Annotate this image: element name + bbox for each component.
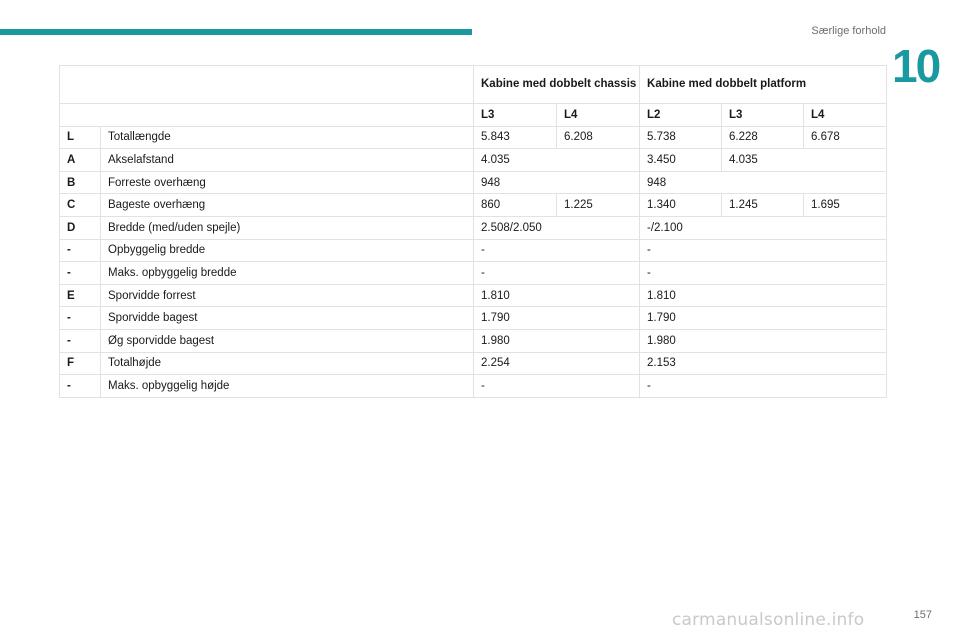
- group-header-row: [60, 66, 887, 104]
- page-number: 157: [913, 609, 932, 621]
- table-row: [60, 307, 887, 330]
- sub-header-row: [60, 104, 887, 127]
- value-cell: -: [474, 262, 640, 285]
- table-row: [60, 126, 887, 149]
- value-cell: 948: [474, 171, 640, 194]
- value-cell: 1.790: [474, 307, 640, 330]
- table-row: [60, 239, 887, 262]
- row-code: -: [60, 262, 101, 285]
- group-header-platform: Kabine med dobbelt platform: [640, 66, 887, 104]
- row-label: Maks. opbyggelig bredde: [101, 262, 474, 285]
- value-cell: 1.790: [640, 307, 887, 330]
- value-cell: -/2.100: [640, 216, 887, 239]
- value-cell: 1.695: [804, 194, 887, 217]
- row-code: C: [60, 194, 101, 217]
- table-row: [60, 352, 887, 375]
- group-header-chassis: Kabine med dobbelt chassis: [474, 66, 640, 104]
- row-label: Akselafstand: [101, 149, 474, 172]
- value-cell: 6.228: [722, 126, 804, 149]
- value-cell: 2.508/2.050: [474, 216, 640, 239]
- row-code: A: [60, 149, 101, 172]
- table-row: [60, 375, 887, 398]
- table-row: [60, 194, 887, 217]
- row-label: Sporvidde bagest: [101, 307, 474, 330]
- value-cell: 948: [640, 171, 887, 194]
- value-cell: 1.810: [474, 284, 640, 307]
- table-row: [60, 216, 887, 239]
- table-row: [60, 171, 887, 194]
- row-code: E: [60, 284, 101, 307]
- sub-header-cell: L4: [557, 104, 640, 127]
- value-cell: 1.980: [640, 329, 887, 352]
- value-cell: 1.980: [474, 329, 640, 352]
- value-cell: 4.035: [722, 149, 887, 172]
- value-cell: 1.225: [557, 194, 640, 217]
- row-code: B: [60, 171, 101, 194]
- row-label: Bageste overhæng: [101, 194, 474, 217]
- value-cell: -: [640, 239, 887, 262]
- row-label: Bredde (med/uden spejle): [101, 216, 474, 239]
- sub-header-cell: L2: [640, 104, 722, 127]
- chapter-number: 10: [892, 40, 940, 92]
- value-cell: -: [640, 262, 887, 285]
- table-row: [60, 284, 887, 307]
- row-code: F: [60, 352, 101, 375]
- value-cell: -: [640, 375, 887, 398]
- row-label: Maks. opbyggelig højde: [101, 375, 474, 398]
- sub-header-cell: L3: [722, 104, 804, 127]
- row-code: -: [60, 239, 101, 262]
- value-cell: 1.810: [640, 284, 887, 307]
- row-label: Totallængde: [101, 126, 474, 149]
- value-cell: 1.245: [722, 194, 804, 217]
- row-code: L: [60, 126, 101, 149]
- table-row: [60, 262, 887, 285]
- empty-header-cell: [60, 66, 474, 104]
- section-title: Særlige forhold: [811, 25, 886, 37]
- sub-header-cell: L4: [804, 104, 887, 127]
- row-label: Øg sporvidde bagest: [101, 329, 474, 352]
- value-cell: 860: [474, 194, 557, 217]
- value-cell: -: [474, 375, 640, 398]
- value-cell: 5.738: [640, 126, 722, 149]
- row-code: -: [60, 375, 101, 398]
- value-cell: 4.035: [474, 149, 640, 172]
- row-label: Forreste overhæng: [101, 171, 474, 194]
- table-row: [60, 329, 887, 352]
- row-label: Totalhøjde: [101, 352, 474, 375]
- value-cell: 1.340: [640, 194, 722, 217]
- value-cell: 3.450: [640, 149, 722, 172]
- header-accent-bar: [0, 29, 472, 35]
- row-label: Opbyggelig bredde: [101, 239, 474, 262]
- row-code: -: [60, 307, 101, 330]
- value-cell: 2.153: [640, 352, 887, 375]
- value-cell: 6.678: [804, 126, 887, 149]
- empty-header-cell: [60, 104, 474, 127]
- row-code: -: [60, 329, 101, 352]
- row-code: D: [60, 216, 101, 239]
- watermark-text: carmanualsonline.info: [672, 610, 865, 630]
- value-cell: 2.254: [474, 352, 640, 375]
- sub-header-cell: L3: [474, 104, 557, 127]
- row-label: Sporvidde forrest: [101, 284, 474, 307]
- table-row: [60, 149, 887, 172]
- value-cell: 5.843: [474, 126, 557, 149]
- value-cell: -: [474, 239, 640, 262]
- value-cell: 6.208: [557, 126, 640, 149]
- dimensions-table: [59, 65, 887, 398]
